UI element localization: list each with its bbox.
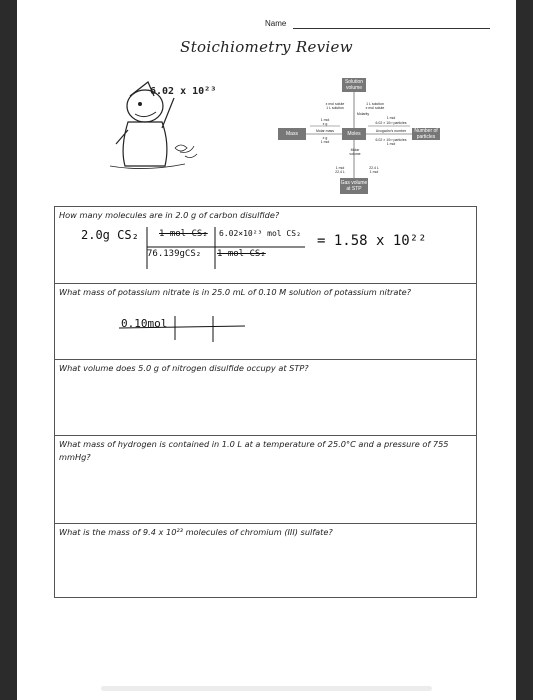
solution-volume-box: Solution volume <box>342 78 366 92</box>
handwritten-answer: = 1.58 x 10²² <box>317 233 427 249</box>
particles-box: Number of particles <box>412 128 440 140</box>
mole-map: Solution volume Mass Moles Number of particles Gas volume at STP x mol solute 1 L solution 1 L solution x mol solute Molarity 1 mol x g Molar mass x g 1 mol 1 mol 6.02 × 10²³ particles Avogadro's number 6.02 × 10²³ particles 1 mol 1 mol 22.4 L Molar volume 22.4 L 1 mol <box>270 78 450 198</box>
handwritten-work: 2.0g CS₂ <box>81 228 139 242</box>
question-text: What is the mass of 9.4 x 10²³ molecules of chromium (III) sulfate? <box>59 527 333 537</box>
question-row <box>55 207 476 283</box>
name-label: Name <box>265 19 287 28</box>
mole-map-arrows <box>270 78 450 198</box>
moles-box: Moles <box>342 128 366 140</box>
page-title: Stoichiometry Review <box>180 38 353 56</box>
question-text: How many molecules are in 2.0 g of carbon disulfide? <box>59 210 280 220</box>
work-lines <box>55 284 475 360</box>
handwritten-work: 76.139gCS₂ <box>147 249 202 259</box>
question-row <box>55 435 476 524</box>
question-row <box>55 283 476 360</box>
handwritten-work: 6.02×10²³ mol CS₂ <box>219 229 301 238</box>
gas-volume-box: Gas volume at STP <box>340 180 368 192</box>
question-text: What mass of potassium nitrate is in 25.0 mL of 0.10 M solution of potassium nitrate? <box>59 287 412 297</box>
mass-box: Mass <box>278 128 306 140</box>
handwritten-work: 1 mol CS₂ <box>217 249 266 259</box>
handwritten-work: 1 mol CS₂ <box>159 229 208 239</box>
name-line <box>293 28 490 29</box>
home-indicator[interactable] <box>101 686 432 691</box>
handwritten-work: 0.10mol <box>121 317 168 330</box>
work-lines <box>55 207 475 283</box>
question-row <box>55 359 476 436</box>
question-text: What volume does 5.0 g of nitrogen disulfide occupy at STP? <box>59 363 309 373</box>
avogadro-number: 6.02 x 10²³ <box>150 86 217 97</box>
question-row <box>55 523 476 598</box>
question-text: What mass of hydrogen is contained in 1.0 L at a temperature of 25.0°C and a pressure of 755 mmHg? <box>59 439 449 462</box>
question-table <box>54 206 477 598</box>
